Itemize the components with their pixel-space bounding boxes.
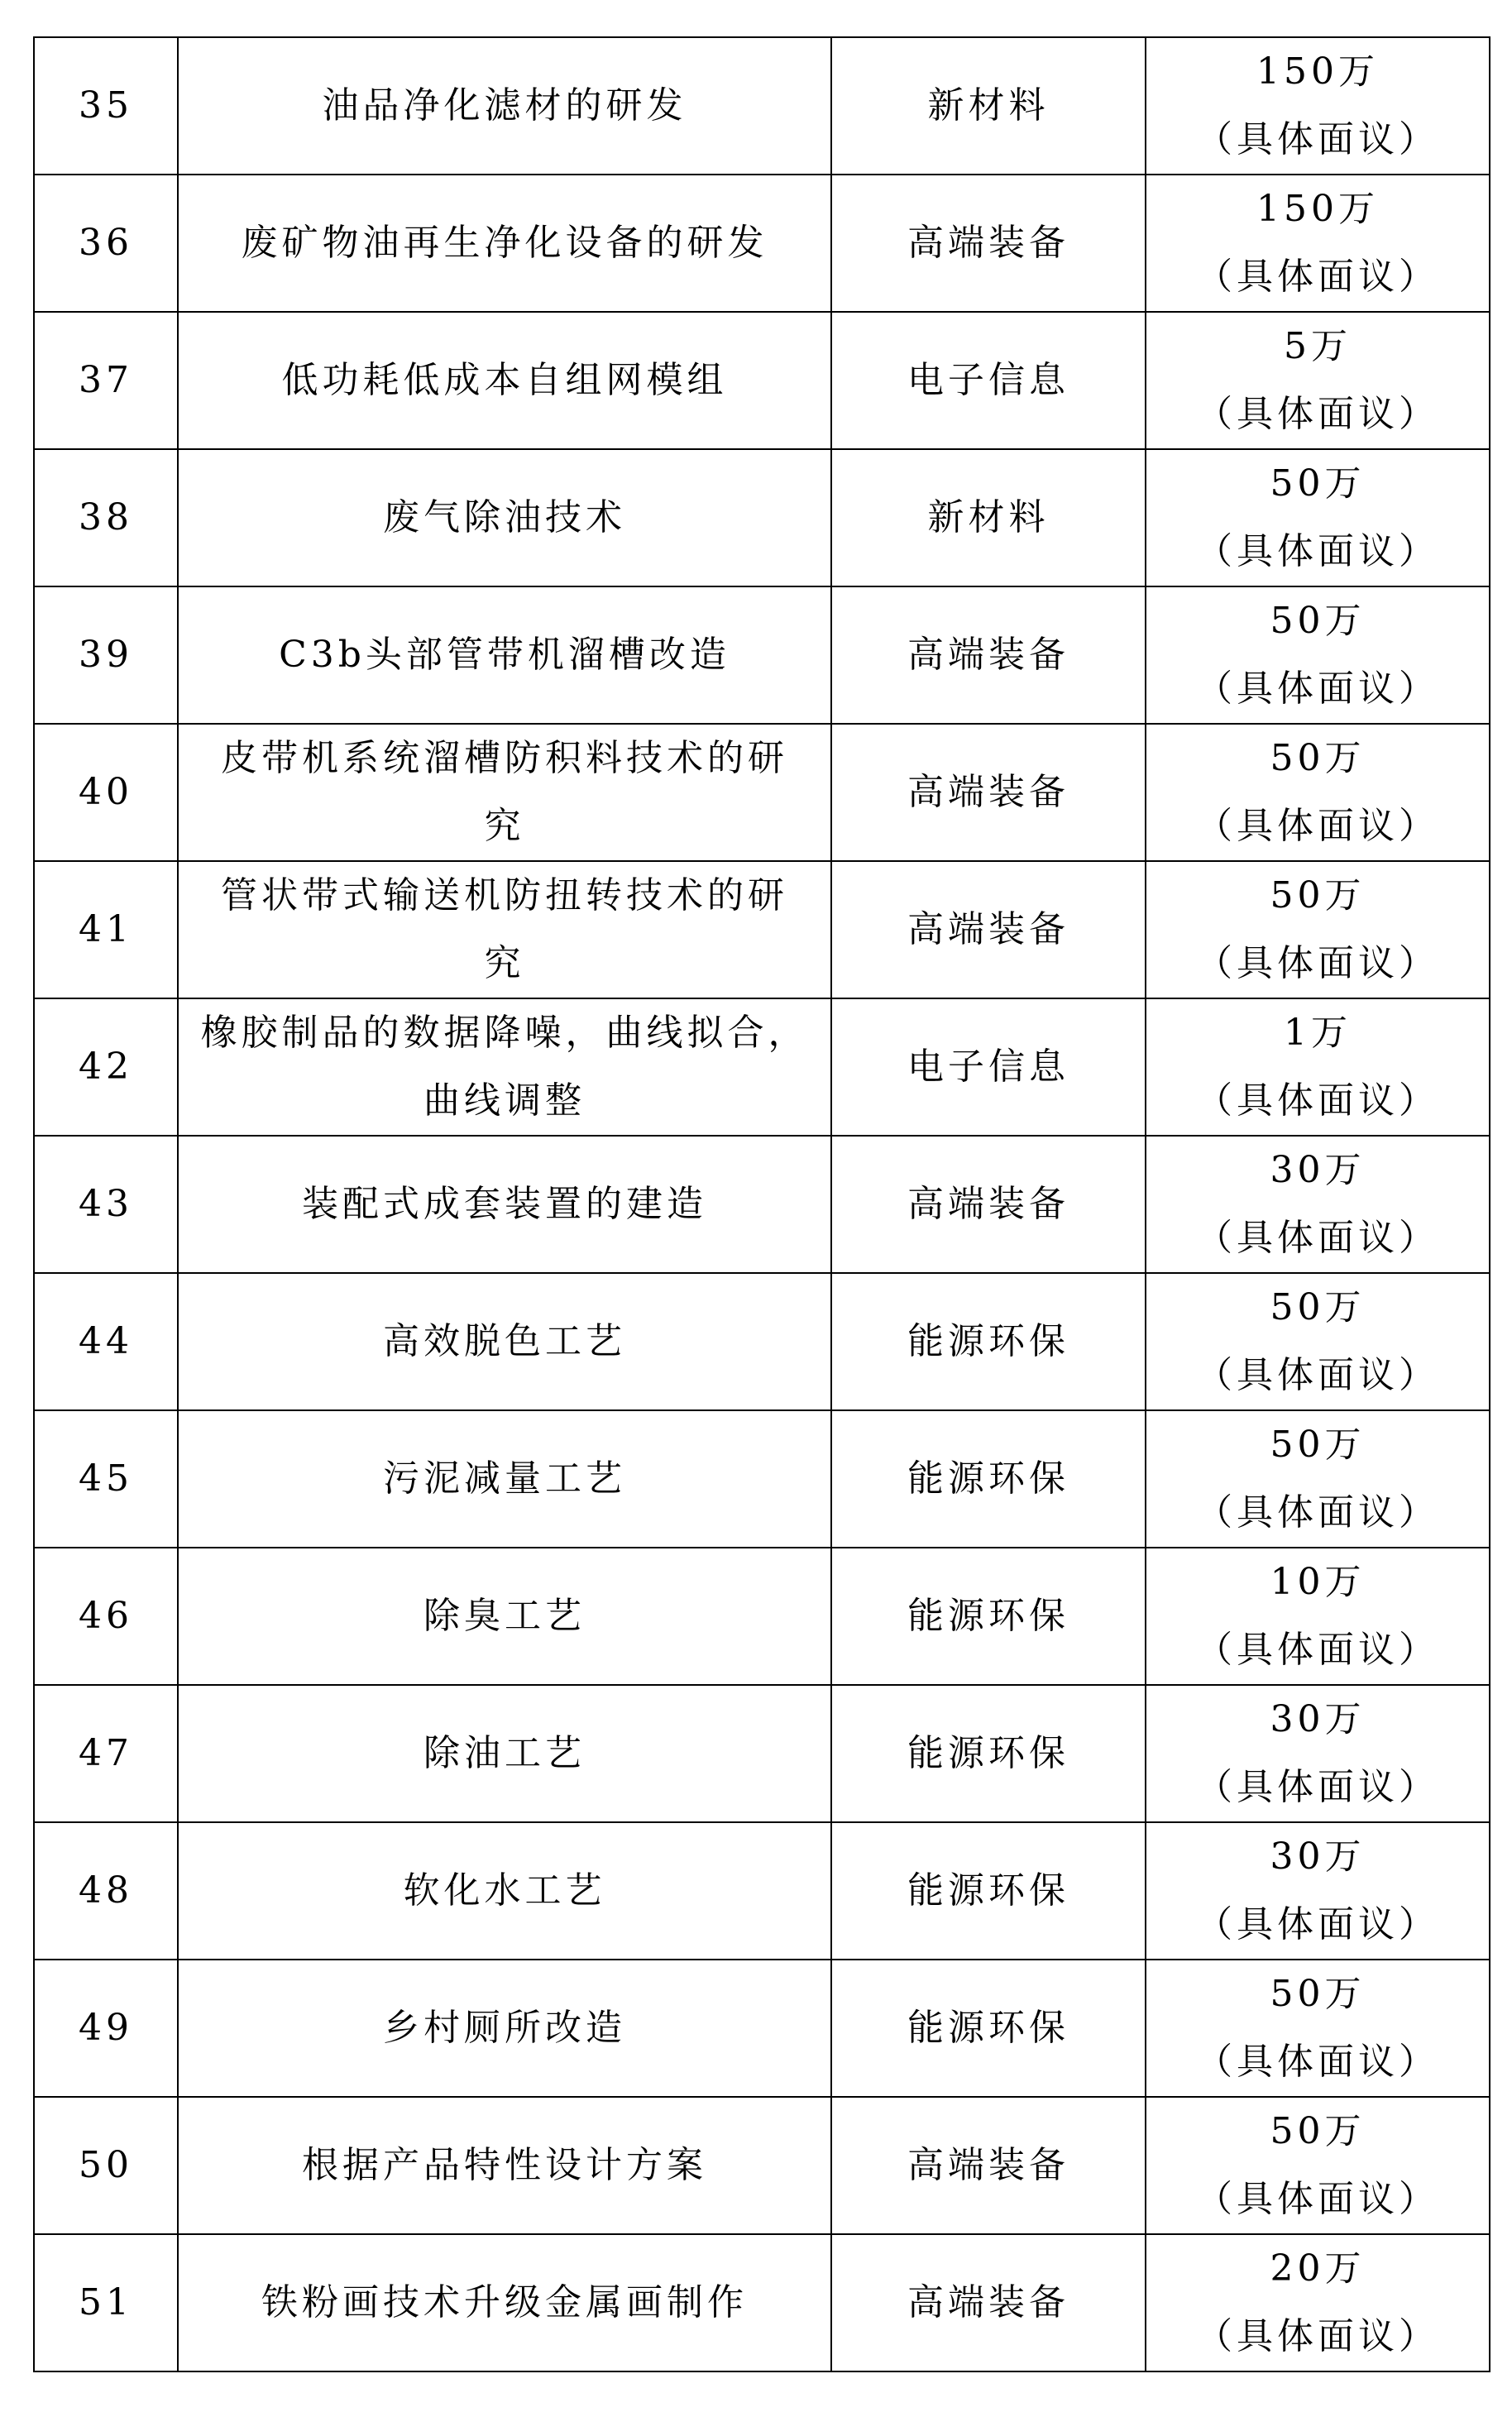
table-row bbox=[34, 998, 1490, 1136]
project-name-line: 油品净化滤材的研发 bbox=[322, 84, 687, 127]
field-cell bbox=[831, 312, 1146, 449]
row-number: 51 bbox=[79, 2281, 133, 2324]
requirements-table bbox=[33, 36, 1490, 2372]
budget-note: （具体面议） bbox=[1196, 1903, 1439, 1945]
budget-note: （具体面议） bbox=[1196, 1079, 1439, 1122]
row-number-cell bbox=[34, 2234, 178, 2371]
row-number-cell bbox=[34, 1273, 178, 1410]
field-label: 能源环保 bbox=[907, 1595, 1069, 1637]
row-number: 38 bbox=[79, 496, 133, 538]
budget-amount: 50万 bbox=[1270, 1286, 1366, 1328]
row-number-cell bbox=[34, 175, 178, 312]
budget-cell bbox=[1146, 1822, 1490, 1960]
table-row bbox=[34, 175, 1490, 312]
budget-amount: 20万 bbox=[1270, 2247, 1366, 2290]
field-cell bbox=[831, 1822, 1146, 1960]
field-label: 能源环保 bbox=[907, 1869, 1069, 1912]
row-number: 37 bbox=[79, 359, 133, 401]
table-row bbox=[34, 1410, 1490, 1548]
budget-amount: 50万 bbox=[1270, 737, 1366, 779]
row-number: 35 bbox=[79, 84, 133, 127]
budget-amount: 150万 bbox=[1256, 50, 1379, 93]
budget-amount: 30万 bbox=[1270, 1149, 1366, 1191]
budget-cell bbox=[1146, 1548, 1490, 1685]
row-number-cell bbox=[34, 449, 178, 586]
budget-amount: 30万 bbox=[1270, 1698, 1366, 1740]
project-name-line: 废气除油技术 bbox=[383, 496, 626, 538]
project-name-line: 除臭工艺 bbox=[423, 1595, 586, 1637]
budget-amount: 50万 bbox=[1270, 1424, 1366, 1466]
table-body bbox=[34, 37, 1490, 2371]
table-row bbox=[34, 861, 1490, 998]
row-number-cell bbox=[34, 1410, 178, 1548]
budget-note: （具体面议） bbox=[1196, 805, 1439, 847]
row-number: 42 bbox=[79, 1046, 133, 1088]
row-number: 47 bbox=[79, 1732, 133, 1774]
budget-amount: 50万 bbox=[1270, 874, 1366, 916]
budget-amount: 50万 bbox=[1270, 462, 1366, 505]
project-name-cell bbox=[178, 1960, 831, 2097]
budget-amount: 30万 bbox=[1270, 1835, 1366, 1878]
field-label: 高端装备 bbox=[907, 222, 1069, 264]
field-label: 高端装备 bbox=[907, 771, 1069, 813]
project-name-line: 除油工艺 bbox=[423, 1732, 586, 1774]
budget-amount: 1万 bbox=[1284, 1012, 1352, 1054]
project-name-cell bbox=[178, 1410, 831, 1548]
project-name-cell bbox=[178, 998, 831, 1136]
field-label: 能源环保 bbox=[907, 2007, 1069, 2049]
field-cell bbox=[831, 724, 1146, 861]
table-row bbox=[34, 1548, 1490, 1685]
row-number: 36 bbox=[79, 222, 133, 264]
budget-cell bbox=[1146, 1136, 1490, 1273]
budget-note: （具体面议） bbox=[1196, 2041, 1439, 2083]
field-label: 能源环保 bbox=[907, 1732, 1069, 1774]
field-cell bbox=[831, 175, 1146, 312]
table-row bbox=[34, 724, 1490, 861]
field-label: 新材料 bbox=[927, 84, 1050, 127]
project-name-line: 污泥减量工艺 bbox=[383, 1457, 626, 1500]
field-cell bbox=[831, 449, 1146, 586]
project-name-line: 橡胶制品的数据降噪，曲线拟合， bbox=[200, 1012, 809, 1054]
budget-note: （具体面议） bbox=[1196, 1629, 1439, 1671]
row-number-cell bbox=[34, 1136, 178, 1273]
project-name-cell bbox=[178, 1685, 831, 1822]
budget-note: （具体面议） bbox=[1196, 393, 1439, 435]
budget-amount: 150万 bbox=[1256, 188, 1379, 230]
table-row bbox=[34, 1960, 1490, 2097]
row-number: 45 bbox=[79, 1457, 133, 1500]
row-number: 48 bbox=[79, 1869, 133, 1912]
project-name-line: 乡村厕所改造 bbox=[383, 2007, 626, 2049]
row-number: 46 bbox=[79, 1595, 133, 1637]
budget-note: （具体面议） bbox=[1196, 1491, 1439, 1534]
project-name-line: 低功耗低成本自组网模组 bbox=[281, 359, 728, 401]
project-name-line: 曲线调整 bbox=[423, 1079, 586, 1122]
budget-note: （具体面议） bbox=[1196, 2315, 1439, 2357]
project-name-line: 究 bbox=[484, 942, 525, 984]
field-label: 能源环保 bbox=[907, 1320, 1069, 1362]
budget-cell bbox=[1146, 1273, 1490, 1410]
budget-cell bbox=[1146, 586, 1490, 724]
budget-note: （具体面议） bbox=[1196, 1217, 1439, 1259]
row-number-cell bbox=[34, 861, 178, 998]
budget-note: （具体面议） bbox=[1196, 118, 1439, 160]
project-name-cell bbox=[178, 586, 831, 724]
budget-cell bbox=[1146, 37, 1490, 175]
table-row bbox=[34, 312, 1490, 449]
table-row bbox=[34, 2097, 1490, 2234]
project-name-line: 皮带机系统溜槽防积料技术的研 bbox=[221, 737, 788, 779]
field-cell bbox=[831, 2234, 1146, 2371]
budget-note: （具体面议） bbox=[1196, 942, 1439, 984]
budget-amount: 50万 bbox=[1270, 600, 1366, 642]
field-cell bbox=[831, 861, 1146, 998]
budget-cell bbox=[1146, 861, 1490, 998]
row-number: 43 bbox=[79, 1183, 133, 1225]
field-label: 电子信息 bbox=[907, 1046, 1069, 1088]
project-name-line: 管状带式输送机防扭转技术的研 bbox=[221, 874, 788, 916]
budget-amount: 10万 bbox=[1270, 1561, 1366, 1603]
field-cell bbox=[831, 2097, 1146, 2234]
budget-amount: 5万 bbox=[1284, 325, 1352, 367]
field-cell bbox=[831, 1685, 1146, 1822]
field-label: 新材料 bbox=[927, 496, 1050, 538]
project-name-line: 铁粉画技术升级金属画制作 bbox=[261, 2281, 748, 2324]
row-number-cell bbox=[34, 1822, 178, 1960]
field-label: 高端装备 bbox=[907, 2144, 1069, 2186]
project-name-line: 装配式成套装置的建造 bbox=[302, 1183, 707, 1225]
budget-cell bbox=[1146, 1960, 1490, 2097]
project-name-cell bbox=[178, 1548, 831, 1685]
row-number: 41 bbox=[79, 908, 133, 950]
row-number: 39 bbox=[79, 634, 133, 676]
project-name-line: 软化水工艺 bbox=[403, 1869, 606, 1912]
row-number: 40 bbox=[79, 771, 133, 813]
budget-note: （具体面议） bbox=[1196, 1354, 1439, 1396]
field-cell bbox=[831, 998, 1146, 1136]
table-row bbox=[34, 37, 1490, 175]
field-label: 电子信息 bbox=[907, 359, 1069, 401]
table-row bbox=[34, 1685, 1490, 1822]
row-number-cell bbox=[34, 1960, 178, 2097]
project-name-line: 究 bbox=[484, 805, 525, 847]
field-cell bbox=[831, 1960, 1146, 2097]
field-label: 高端装备 bbox=[907, 1183, 1069, 1225]
field-cell bbox=[831, 586, 1146, 724]
row-number: 49 bbox=[79, 2007, 133, 2049]
table-row bbox=[34, 1136, 1490, 1273]
project-name-cell bbox=[178, 2234, 831, 2371]
budget-cell bbox=[1146, 1410, 1490, 1548]
row-number-cell bbox=[34, 37, 178, 175]
table-row bbox=[34, 1822, 1490, 1960]
project-name-line: C3b头部管带机溜槽改造 bbox=[279, 634, 730, 676]
budget-cell bbox=[1146, 2097, 1490, 2234]
budget-cell bbox=[1146, 449, 1490, 586]
table-row bbox=[34, 2234, 1490, 2371]
budget-note: （具体面议） bbox=[1196, 1766, 1439, 1808]
project-name-cell bbox=[178, 2097, 831, 2234]
field-cell bbox=[831, 1273, 1146, 1410]
row-number: 44 bbox=[79, 1320, 133, 1362]
table-row bbox=[34, 1273, 1490, 1410]
field-cell bbox=[831, 37, 1146, 175]
budget-note: （具体面议） bbox=[1196, 2178, 1439, 2220]
budget-note: （具体面议） bbox=[1196, 668, 1439, 710]
budget-cell bbox=[1146, 175, 1490, 312]
row-number-cell bbox=[34, 2097, 178, 2234]
budget-cell bbox=[1146, 1685, 1490, 1822]
budget-note: （具体面议） bbox=[1196, 530, 1439, 572]
budget-cell bbox=[1146, 2234, 1490, 2371]
row-number-cell bbox=[34, 724, 178, 861]
budget-cell bbox=[1146, 312, 1490, 449]
budget-cell bbox=[1146, 998, 1490, 1136]
field-label: 高端装备 bbox=[907, 2281, 1069, 2324]
project-name-line: 废矿物油再生净化设备的研发 bbox=[241, 222, 768, 264]
field-cell bbox=[831, 1410, 1146, 1548]
project-name-cell bbox=[178, 724, 831, 861]
field-label: 高端装备 bbox=[907, 908, 1069, 950]
row-number-cell bbox=[34, 998, 178, 1136]
project-name-cell bbox=[178, 1273, 831, 1410]
project-name-cell bbox=[178, 312, 831, 449]
budget-cell bbox=[1146, 724, 1490, 861]
table-row bbox=[34, 586, 1490, 724]
project-name-line: 高效脱色工艺 bbox=[383, 1320, 626, 1362]
row-number-cell bbox=[34, 312, 178, 449]
row-number-cell bbox=[34, 1685, 178, 1822]
field-cell bbox=[831, 1136, 1146, 1273]
project-name-line: 根据产品特性设计方案 bbox=[302, 2144, 707, 2186]
row-number-cell bbox=[34, 1548, 178, 1685]
project-name-cell bbox=[178, 861, 831, 998]
table-row bbox=[34, 449, 1490, 586]
project-name-cell bbox=[178, 449, 831, 586]
budget-note: （具体面议） bbox=[1196, 256, 1439, 298]
row-number: 50 bbox=[79, 2144, 133, 2186]
project-name-cell bbox=[178, 37, 831, 175]
budget-amount: 50万 bbox=[1270, 2110, 1366, 2152]
budget-amount: 50万 bbox=[1270, 1973, 1366, 2015]
field-label: 能源环保 bbox=[907, 1457, 1069, 1500]
field-label: 高端装备 bbox=[907, 634, 1069, 676]
field-cell bbox=[831, 1548, 1146, 1685]
row-number-cell bbox=[34, 586, 178, 724]
project-name-cell bbox=[178, 175, 831, 312]
project-name-cell bbox=[178, 1822, 831, 1960]
project-name-cell bbox=[178, 1136, 831, 1273]
